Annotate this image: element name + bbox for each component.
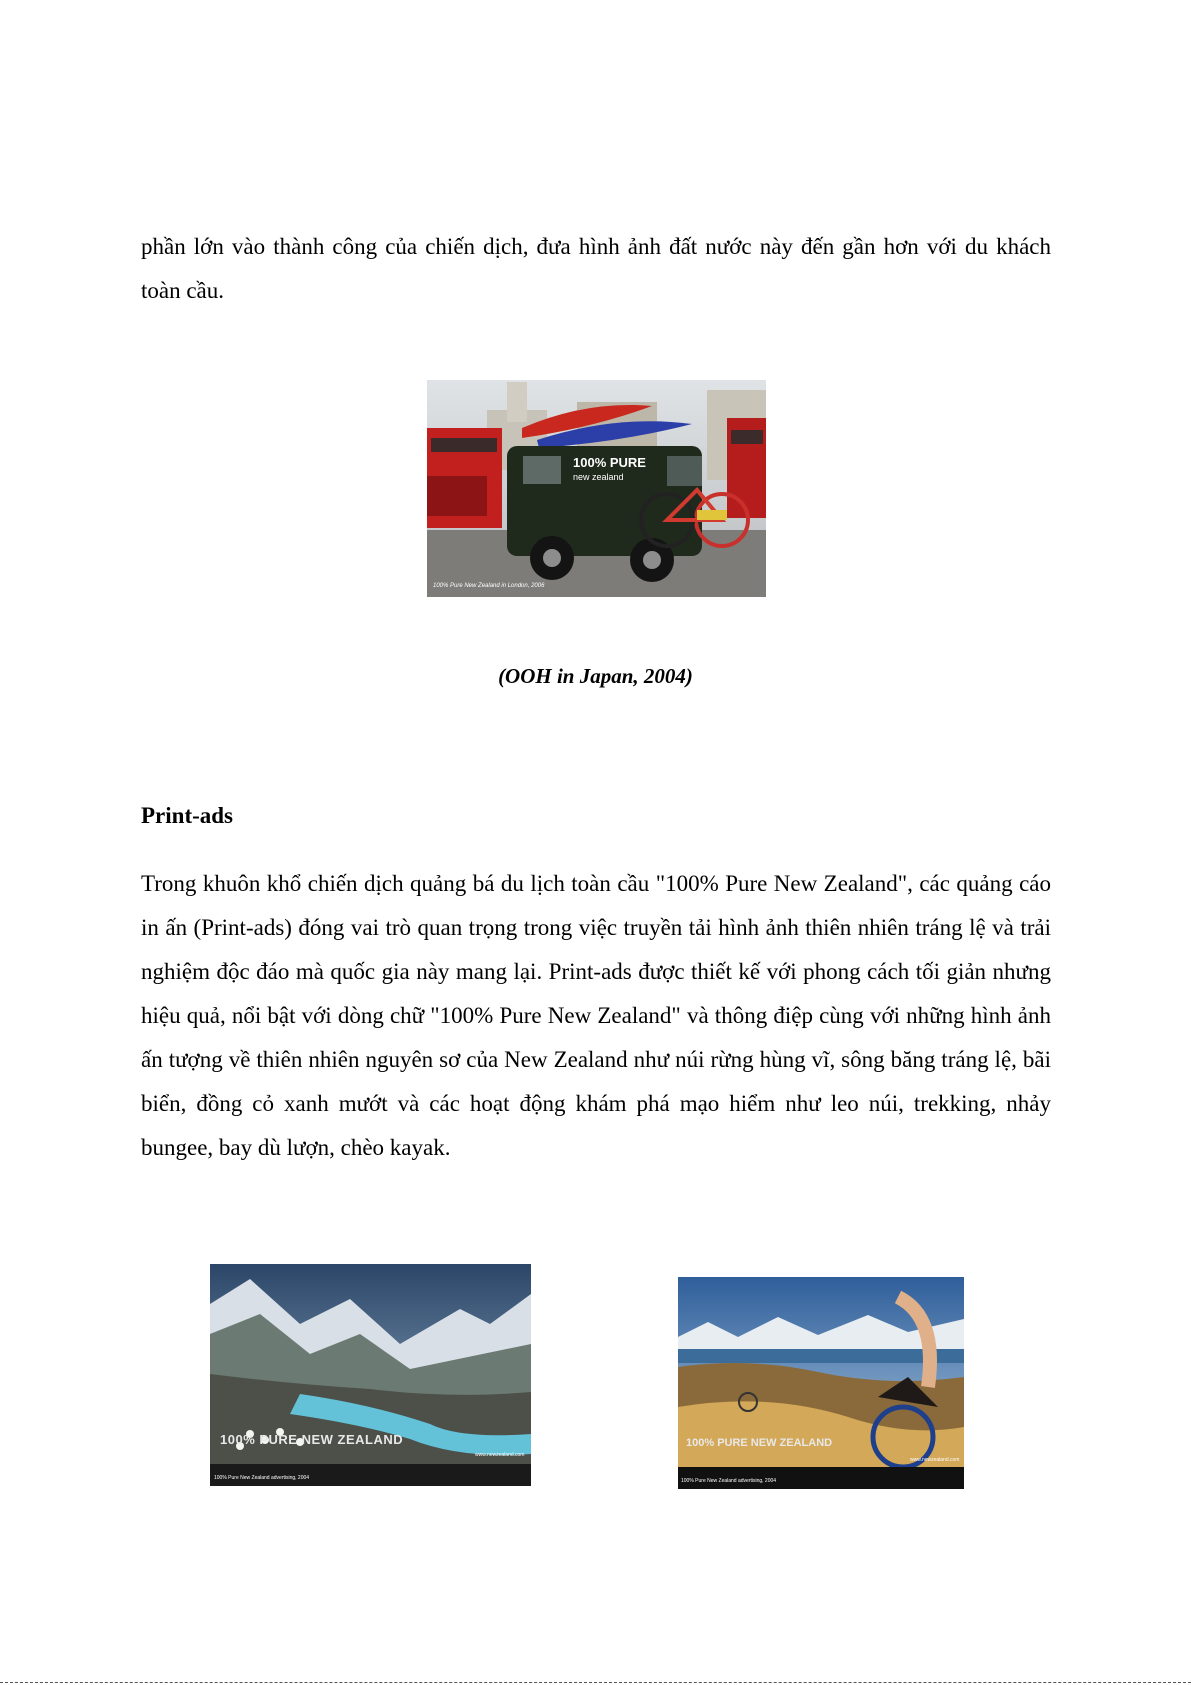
vehicle-roof-sign-sub: new zealand [573,472,624,482]
figure-caption: (OOH in Japan, 2004) [498,664,693,688]
print-ad-right [678,1277,964,1489]
vehicle-roof-sign: 100% PURE [573,455,646,470]
paragraph-intro-continuation: phần lớn vào thành công của chiến dịch, đưa hình ảnh đất nước này đến gần hơn với du khách toàn cầu. [141,234,1051,303]
page-bottom-rule [0,1682,1191,1684]
paragraph-print-ads: Trong khuôn khổ chiến dịch quảng bá du lịch toàn cầu "100% Pure New Zealand", các quảng cáo in ấn (Print-ads) đóng vai trò quan trọng trong việc truyền tải hình ảnh thiên nhiên tráng lệ và trải nghiệm độc đáo mà quốc gia này mang lại. Print-ads được thiết kế với phong cách tối giản nhưng hiệu quả, nổi bật với dòng chữ "100% Pure New Zealand" và thông điệp cùng với những hình ảnh ấn tượng về thiên nhiên nguyên sơ của New Zealand như núi rừng hùng vĩ, sông băng tráng lệ, bãi biển, đồng cỏ xanh mướt và các hoạt động khám phá mạo hiểm như leo núi, trekking, nhảy bungee, bay dù lượn, chèo kayak. [141,871,1051,1160]
vehicle-photo-illustration [427,380,766,597]
section-heading: Print-ads [141,803,233,828]
ad-right-footer: 100% Pure New Zealand advertising, 2004 [681,1478,777,1484]
photo-ooh-vehicle [427,380,766,597]
print-ad-left [210,1264,531,1486]
ad-right-url: www.newzealand.com [910,1457,960,1463]
ad-left-url: www.newzealand.com [475,1452,525,1458]
ad-right-slogan: 100% PURE NEW ZEALAND [686,1437,833,1449]
ad-left-footer: 100% Pure New Zealand advertising, 2004 [214,1475,310,1481]
photo-credit: 100% Pure New Zealand in London, 2006 [433,583,545,589]
ad-left-slogan: 100% PURE NEW ZEALAND [220,1432,404,1447]
